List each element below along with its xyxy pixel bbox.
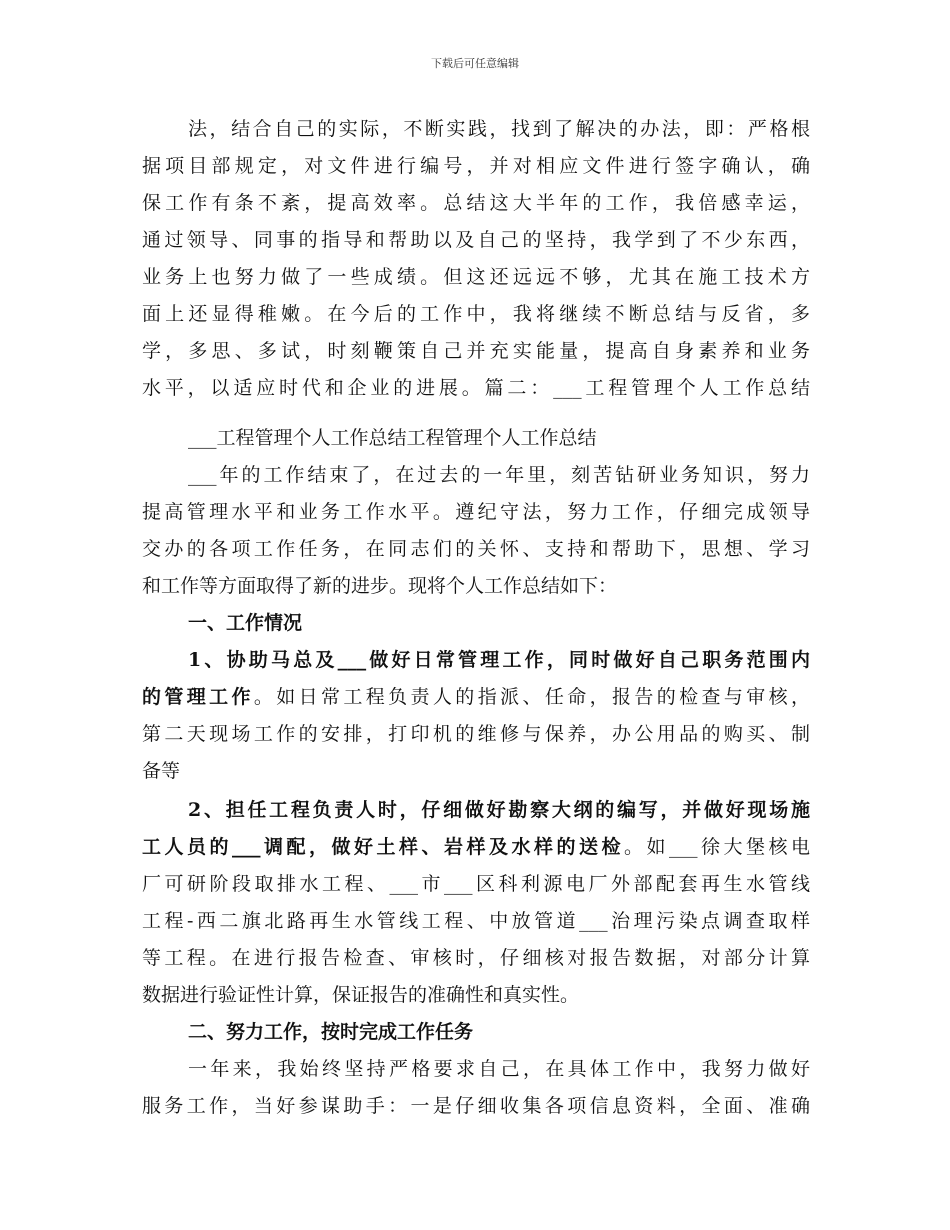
body-line: 法，结合自己的实际，不断实践，找到了解决的办法，即：严格根 — [188, 118, 810, 140]
body-line: 备等 — [142, 760, 181, 782]
page-header: 下载后可任意编辑 — [431, 57, 519, 70]
body-line: 厂可研阶段取排水工程、___市___区科利源电厂外部配套再生水管线 — [142, 873, 810, 895]
bold-phrase: 工人员的___调配，做好土样、岩样及水样的送检 — [142, 836, 624, 858]
body-line: 业务上也努力做了一些成绩。但这还远远不够，尤其在施工技术方 — [142, 266, 810, 288]
bold-phrase: 的管理工作 — [142, 686, 254, 708]
body-line: 学，多思、多试，时刻鞭策自己并充实能量，提高自身素养和业务 — [142, 340, 810, 362]
body-line: 据项目部规定，对文件进行编号，并对相应文件进行签字确认，确 — [142, 155, 810, 177]
body-line: 和工作等方面取得了新的进步。现将个人工作总结如下： — [142, 575, 618, 597]
body-line: 提高管理水平和业务工作水平。遵纪守法，努力工作，仔细完成领导 — [142, 501, 810, 523]
body-line: 1、协助马总及___做好日常管理工作，同时做好自己职务范围内 — [188, 649, 810, 671]
heading-work-status: 一、工作情况 — [188, 612, 303, 634]
body-line — [142, 835, 810, 859]
heading-hard-work: 二、努力工作，按时完成工作任务 — [188, 1021, 474, 1043]
body-line: 保工作有条不紊，提高效率。总结这大半年的工作，我倍感幸运， — [142, 192, 810, 214]
body-line: 第二天现场工作的安排，打印机的维修与保养，办公用品的购买、制 — [142, 723, 810, 745]
body-line: 水平，以适应时代和企业的进展。篇二：___工程管理个人工作总结 — [142, 377, 810, 399]
body-line: 通过领导、同事的指导和帮助以及自己的坚持，我学到了不少东西， — [142, 229, 810, 251]
body-line: 服务工作，当好参谋助手：一是仔细收集各项信息资料，全面、准确 — [142, 1095, 810, 1117]
plain-phrase: 。如日常工程负责人的指派、任命，报告的检查与审核， — [253, 686, 810, 708]
body-line: 2、担任工程负责人时，仔细做好勘察大纲的编写，并做好现场施 — [188, 799, 810, 821]
body-line — [142, 685, 810, 709]
body-line: 交办的各项工作任务，在同志们的关怀、支持和帮助下，思想、学习 — [142, 538, 810, 560]
body-line: 等工程。在进行报告检查、审核时，仔细核对报告数据，对部分计算 — [142, 947, 810, 969]
body-line: 工程-西二旗北路再生水管线工程、中放管道___治理污染点调查取样 — [142, 910, 810, 932]
body-line: ___年的工作结束了，在过去的一年里，刻苦钻研业务知识，努力 — [188, 464, 810, 486]
body-line: 一年来，我始终坚持严格要求自己，在具体工作中，我努力做好 — [188, 1058, 810, 1080]
body-line: 数据进行验证性计算，保证报告的准确性和真实性。 — [142, 984, 580, 1006]
plain-phrase: 。如___徐大堡核电 — [623, 836, 810, 858]
body-line: 面上还显得稚嫩。在今后的工作中，我将继续不断总结与反省，多 — [142, 303, 810, 325]
section-title: ___工程管理个人工作总结工程管理个人工作总结 — [188, 427, 597, 449]
